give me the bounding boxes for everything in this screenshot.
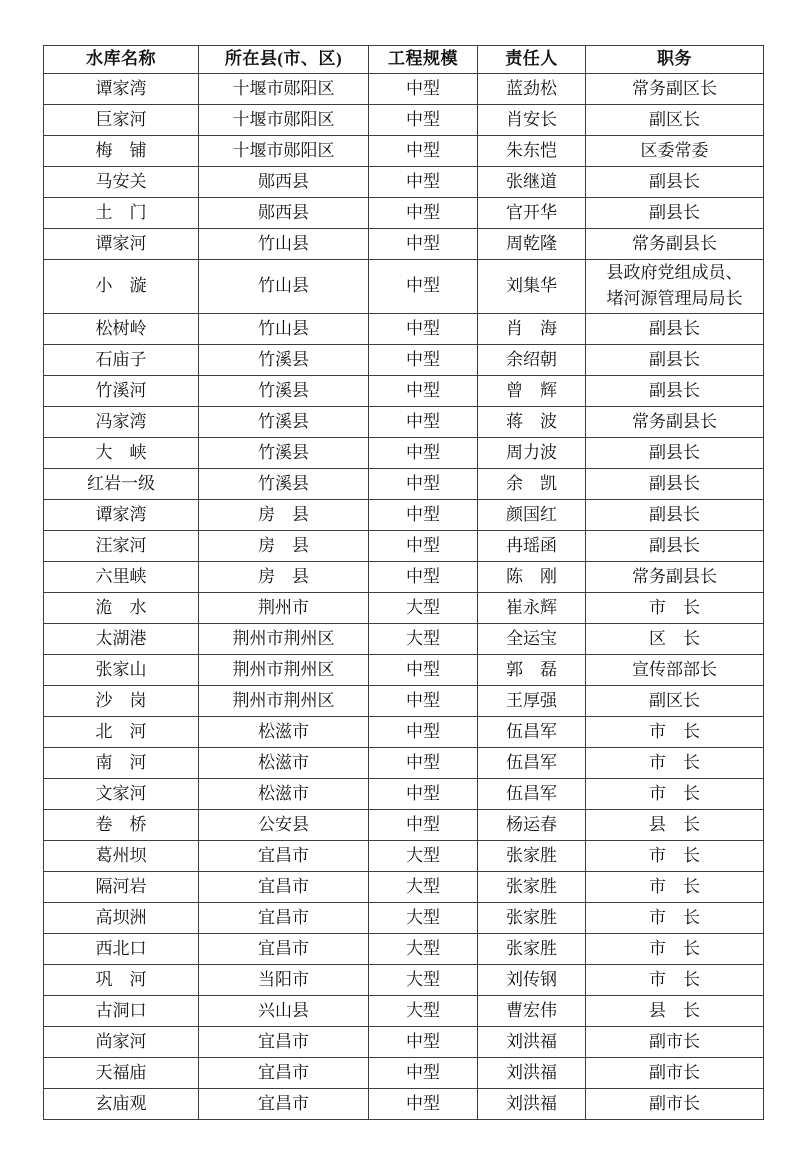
table-cell: 竹溪县 (199, 406, 369, 437)
table-cell: 大 峡 (44, 437, 199, 468)
table-cell: 周乾隆 (478, 229, 586, 260)
table-cell: 县 长 (586, 809, 764, 840)
table-cell: 宜昌市 (199, 1057, 369, 1088)
table-cell: 全运宝 (478, 623, 586, 654)
table-row (44, 871, 764, 902)
table-row (44, 344, 764, 375)
table-cell: 谭家湾 (44, 74, 199, 105)
column-header-reservoir-name: 水库名称 (44, 46, 199, 74)
table-row (44, 313, 764, 344)
table-cell: 高坝洲 (44, 902, 199, 933)
table-row (44, 995, 764, 1026)
table-cell: 中型 (369, 375, 478, 406)
table-row (44, 964, 764, 995)
table-cell: 市 长 (586, 871, 764, 902)
table-cell: 竹溪县 (199, 344, 369, 375)
table-cell: 常务副县长 (586, 406, 764, 437)
table-cell: 十堰市郧阳区 (199, 136, 369, 167)
table-cell: 市 长 (586, 778, 764, 809)
table-cell: 市 长 (586, 964, 764, 995)
table-row (44, 406, 764, 437)
table-row (44, 74, 764, 105)
table-cell: 隔河岩 (44, 871, 199, 902)
table-cell: 竹山县 (199, 229, 369, 260)
table-row (44, 136, 764, 167)
table-cell: 区委常委 (586, 136, 764, 167)
column-header-project-scale: 工程规模 (369, 46, 478, 74)
table-cell: 大型 (369, 871, 478, 902)
table-row (44, 105, 764, 136)
table-cell: 副县长 (586, 313, 764, 344)
table-cell: 荆州市荆州区 (199, 685, 369, 716)
table-cell: 中型 (369, 313, 478, 344)
table-cell: 市 长 (586, 902, 764, 933)
table-row (44, 437, 764, 468)
table-cell: 市 长 (586, 840, 764, 871)
table-cell: 竹山县 (199, 260, 369, 314)
table-cell: 中型 (369, 716, 478, 747)
table-cell: 蓝劲松 (478, 74, 586, 105)
table-cell: 官开华 (478, 198, 586, 229)
table-row (44, 198, 764, 229)
table-row (44, 933, 764, 964)
table-row (44, 530, 764, 561)
table-row (44, 1088, 764, 1119)
table-cell: 房 县 (199, 561, 369, 592)
table-cell: 中型 (369, 260, 478, 314)
table-row (44, 592, 764, 623)
table-cell: 中型 (369, 344, 478, 375)
table-cell: 中型 (369, 468, 478, 499)
table-cell: 常务副区长 (586, 74, 764, 105)
table-cell: 大型 (369, 623, 478, 654)
table-cell: 刘洪福 (478, 1026, 586, 1057)
table-cell: 当阳市 (199, 964, 369, 995)
table-cell: 北 河 (44, 716, 199, 747)
table-cell: 市 长 (586, 933, 764, 964)
table-cell: 颜国红 (478, 499, 586, 530)
table-cell: 卷 桥 (44, 809, 199, 840)
table-cell: 西北口 (44, 933, 199, 964)
table-cell: 南 河 (44, 747, 199, 778)
table-cell: 巩 河 (44, 964, 199, 995)
table-row (44, 902, 764, 933)
table-cell: 洈 水 (44, 592, 199, 623)
table-cell: 刘洪福 (478, 1088, 586, 1119)
table-cell: 中型 (369, 561, 478, 592)
table-cell: 中型 (369, 437, 478, 468)
table-cell: 尚家河 (44, 1026, 199, 1057)
table-cell: 宣传部部长 (586, 654, 764, 685)
table-cell: 市 长 (586, 747, 764, 778)
table-cell: 古洞口 (44, 995, 199, 1026)
table-cell: 中型 (369, 778, 478, 809)
table-cell: 荆州市荆州区 (199, 654, 369, 685)
table-cell: 竹溪河 (44, 375, 199, 406)
table-row (44, 375, 764, 406)
table-row (44, 167, 764, 198)
table-cell: 竹溪县 (199, 468, 369, 499)
table-cell: 伍昌军 (478, 778, 586, 809)
table-cell: 兴山县 (199, 995, 369, 1026)
table-cell: 中型 (369, 105, 478, 136)
column-header-responsible-person: 责任人 (478, 46, 586, 74)
table-cell: 张家胜 (478, 871, 586, 902)
table-cell: 谭家河 (44, 229, 199, 260)
table-cell: 郭 磊 (478, 654, 586, 685)
table-cell: 中型 (369, 499, 478, 530)
table-cell: 沙 岗 (44, 685, 199, 716)
table-cell: 肖安长 (478, 105, 586, 136)
table-cell: 竹溪县 (199, 437, 369, 468)
table-cell: 房 县 (199, 499, 369, 530)
table-cell: 市 长 (586, 592, 764, 623)
table-cell: 荆州市 (199, 592, 369, 623)
table-cell: 中型 (369, 198, 478, 229)
table-row (44, 778, 764, 809)
table-body (44, 74, 764, 1120)
table-cell: 大型 (369, 995, 478, 1026)
table-cell: 副县长 (586, 468, 764, 499)
table-cell: 竹山县 (199, 313, 369, 344)
table-cell: 中型 (369, 74, 478, 105)
table-cell: 曹宏伟 (478, 995, 586, 1026)
table-cell: 中型 (369, 809, 478, 840)
table-cell: 中型 (369, 136, 478, 167)
table-row (44, 840, 764, 871)
table-cell: 周力波 (478, 437, 586, 468)
table-cell: 宜昌市 (199, 871, 369, 902)
table-cell: 太湖港 (44, 623, 199, 654)
table-cell: 郧西县 (199, 167, 369, 198)
table-cell: 张家胜 (478, 840, 586, 871)
table-cell: 张家山 (44, 654, 199, 685)
table-cell: 伍昌军 (478, 747, 586, 778)
table-cell: 文家河 (44, 778, 199, 809)
table-cell: 刘集华 (478, 260, 586, 314)
table-cell: 副区长 (586, 105, 764, 136)
column-header-county: 所在县(市、区) (199, 46, 369, 74)
table-cell: 中型 (369, 685, 478, 716)
table-cell: 中型 (369, 167, 478, 198)
table-cell: 张家胜 (478, 902, 586, 933)
table-row (44, 685, 764, 716)
table-cell: 大型 (369, 592, 478, 623)
table-cell: 宜昌市 (199, 902, 369, 933)
table-cell: 松滋市 (199, 778, 369, 809)
table-header (44, 46, 764, 74)
table-cell: 中型 (369, 406, 478, 437)
table-row (44, 468, 764, 499)
table-cell: 副县长 (586, 167, 764, 198)
table-cell: 朱东恺 (478, 136, 586, 167)
table-cell: 郧西县 (199, 198, 369, 229)
table-row (44, 623, 764, 654)
table-cell: 崔永辉 (478, 592, 586, 623)
table-cell: 公安县 (199, 809, 369, 840)
table-cell: 市 长 (586, 716, 764, 747)
table-cell: 松滋市 (199, 747, 369, 778)
table-cell: 副县长 (586, 198, 764, 229)
table-cell: 石庙子 (44, 344, 199, 375)
table-cell: 县 长 (586, 995, 764, 1026)
header-row (44, 46, 764, 74)
table-cell: 冉瑶函 (478, 530, 586, 561)
table-cell: 刘传钢 (478, 964, 586, 995)
table-cell: 中型 (369, 530, 478, 561)
table-cell: 副县长 (586, 530, 764, 561)
table-cell: 马安关 (44, 167, 199, 198)
table-cell: 副市长 (586, 1026, 764, 1057)
table-cell: 常务副县长 (586, 229, 764, 260)
column-header-position: 职务 (586, 46, 764, 74)
table-row (44, 260, 764, 314)
table-row (44, 561, 764, 592)
table-cell: 宜昌市 (199, 1026, 369, 1057)
table-cell: 余绍朝 (478, 344, 586, 375)
table-cell: 十堰市郧阳区 (199, 74, 369, 105)
reservoir-table (43, 45, 764, 1120)
table-cell: 荆州市荆州区 (199, 623, 369, 654)
table-cell: 大型 (369, 964, 478, 995)
table-cell: 余 凯 (478, 468, 586, 499)
table-cell: 肖 海 (478, 313, 586, 344)
table-cell: 区 长 (586, 623, 764, 654)
table-cell: 六里峡 (44, 561, 199, 592)
table-cell: 杨运春 (478, 809, 586, 840)
table-cell: 大型 (369, 840, 478, 871)
table-cell: 松树岭 (44, 313, 199, 344)
table-row (44, 716, 764, 747)
table-cell: 张家胜 (478, 933, 586, 964)
table-row (44, 654, 764, 685)
table-cell: 刘洪福 (478, 1057, 586, 1088)
table-row (44, 809, 764, 840)
table-cell: 副县长 (586, 499, 764, 530)
table-cell: 曾 辉 (478, 375, 586, 406)
table-cell: 副区长 (586, 685, 764, 716)
table-cell: 副县长 (586, 437, 764, 468)
table-cell: 蒋 波 (478, 406, 586, 437)
table-cell: 中型 (369, 1026, 478, 1057)
table-cell: 天福庙 (44, 1057, 199, 1088)
table-cell: 副市长 (586, 1088, 764, 1119)
table-cell: 常务副县长 (586, 561, 764, 592)
table-cell: 伍昌军 (478, 716, 586, 747)
table-cell: 巨家河 (44, 105, 199, 136)
table-cell: 宜昌市 (199, 1088, 369, 1119)
table-cell: 竹溪县 (199, 375, 369, 406)
table-cell: 中型 (369, 229, 478, 260)
table-cell: 张继道 (478, 167, 586, 198)
table-row (44, 1057, 764, 1088)
table-cell: 松滋市 (199, 716, 369, 747)
table-cell: 土 门 (44, 198, 199, 229)
table-cell: 县政府党组成员、堵河源管理局局长 (586, 260, 764, 314)
table-cell: 大型 (369, 933, 478, 964)
table-cell: 葛州坝 (44, 840, 199, 871)
table-cell: 中型 (369, 1057, 478, 1088)
table-row (44, 499, 764, 530)
table-cell: 中型 (369, 654, 478, 685)
table-cell: 玄庙观 (44, 1088, 199, 1119)
table-cell: 宜昌市 (199, 933, 369, 964)
table-cell: 副县长 (586, 375, 764, 406)
table-cell: 梅 铺 (44, 136, 199, 167)
table-cell: 中型 (369, 1088, 478, 1119)
table-cell: 副县长 (586, 344, 764, 375)
table-cell: 十堰市郧阳区 (199, 105, 369, 136)
table-cell: 谭家湾 (44, 499, 199, 530)
table-row (44, 1026, 764, 1057)
table-cell: 冯家湾 (44, 406, 199, 437)
table-cell: 副市长 (586, 1057, 764, 1088)
table-cell: 宜昌市 (199, 840, 369, 871)
table-cell: 房 县 (199, 530, 369, 561)
table-row (44, 229, 764, 260)
table-cell: 大型 (369, 902, 478, 933)
table-cell: 小 漩 (44, 260, 199, 314)
table-cell: 中型 (369, 747, 478, 778)
table-row (44, 747, 764, 778)
table-cell: 红岩一级 (44, 468, 199, 499)
table-cell: 汪家河 (44, 530, 199, 561)
table-cell: 王厚强 (478, 685, 586, 716)
table-cell: 陈 刚 (478, 561, 586, 592)
